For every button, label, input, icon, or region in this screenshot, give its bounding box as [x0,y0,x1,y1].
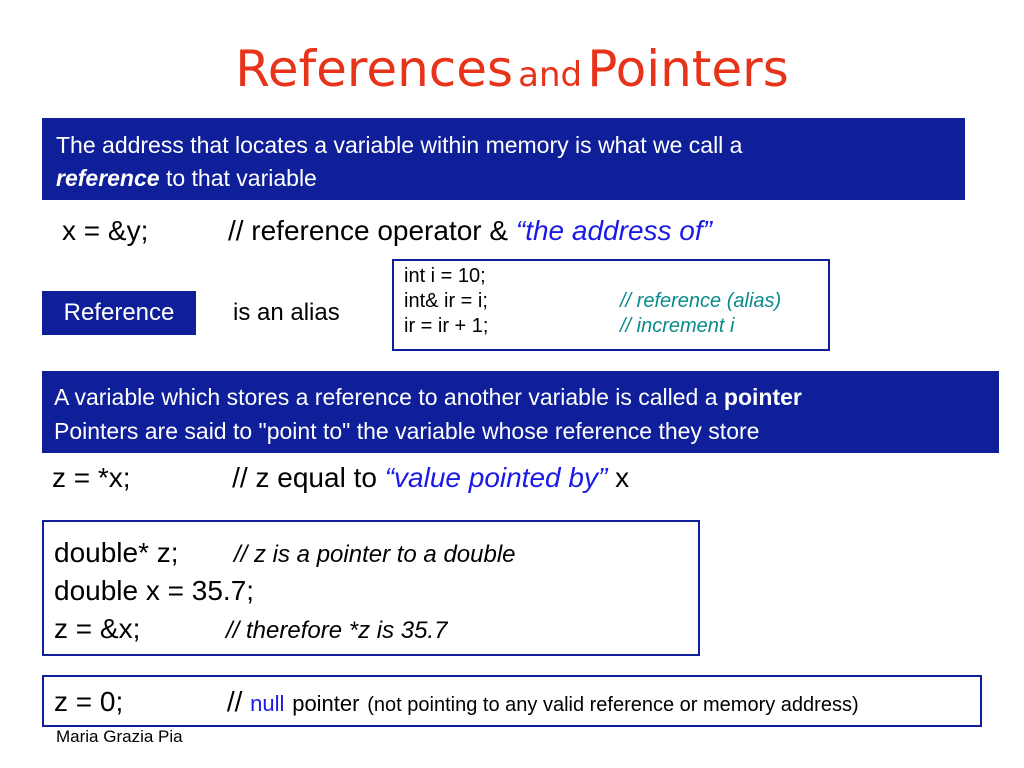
null-slashes: // [226,686,243,717]
code-comment: // increment i [620,315,735,337]
code-comment: // reference (alias) [620,290,782,312]
code-line: int& ir = i; [404,290,488,312]
code-row [54,610,688,648]
reference-code: x = &y; [62,215,149,246]
code-row [404,289,818,314]
code-row [54,572,688,610]
code-line: z = &x; [54,613,141,644]
reference-definition-tail: to that variable [165,165,317,191]
reference-comment: // reference operator & [227,215,509,246]
alias-text: is an alias [233,299,340,326]
code-comment: // z is a pointer to a double [234,541,516,568]
reference-definition-text: The address that locates a variable within memory is what we call a [56,132,743,158]
dereference-line [52,462,629,494]
null-pointer-box [42,675,982,727]
reference-quote: “the address of” [515,215,712,246]
code-row [404,314,818,339]
code-line: double* z; [54,537,179,568]
title-references: References [235,40,514,98]
pointer-definition-box [42,371,999,453]
reference-label: Reference [42,291,196,335]
slide-title [0,40,1024,98]
title-and: and [518,55,583,95]
pointer-code-box [42,520,700,656]
null-note: (not pointing to any valid reference or memory address) [367,694,859,716]
code-row [54,534,688,572]
pointer-definition-text: A variable which stores a reference to another variable is called a [54,384,718,410]
title-pointers: Pointers [587,40,789,98]
dereference-quote: “value pointed by” [384,462,608,493]
pointer-emphasis: pointer [723,384,802,410]
author-footer: Maria Grazia Pia [56,727,183,746]
code-comment: // therefore *z is 35.7 [226,617,448,644]
dereference-tail: x [615,462,630,493]
dereference-comment: // z equal to [232,462,377,493]
code-row [404,264,818,289]
pointer-word: pointer [292,691,360,716]
code-line: int i = 10; [404,265,486,287]
reference-emphasis: reference [56,165,160,191]
dereference-code: z = *x; [52,462,131,493]
null-code: z = 0; [54,686,124,717]
pointer-definition-line2: Pointers are said to "point to" the variable whose reference they store [54,418,760,444]
reference-definition-box [42,118,965,200]
null-word: null [250,691,285,716]
reference-operator-line [62,215,712,247]
code-line: double x = 35.7; [54,575,255,606]
code-line: ir = ir + 1; [404,315,489,337]
reference-code-box [392,259,830,351]
